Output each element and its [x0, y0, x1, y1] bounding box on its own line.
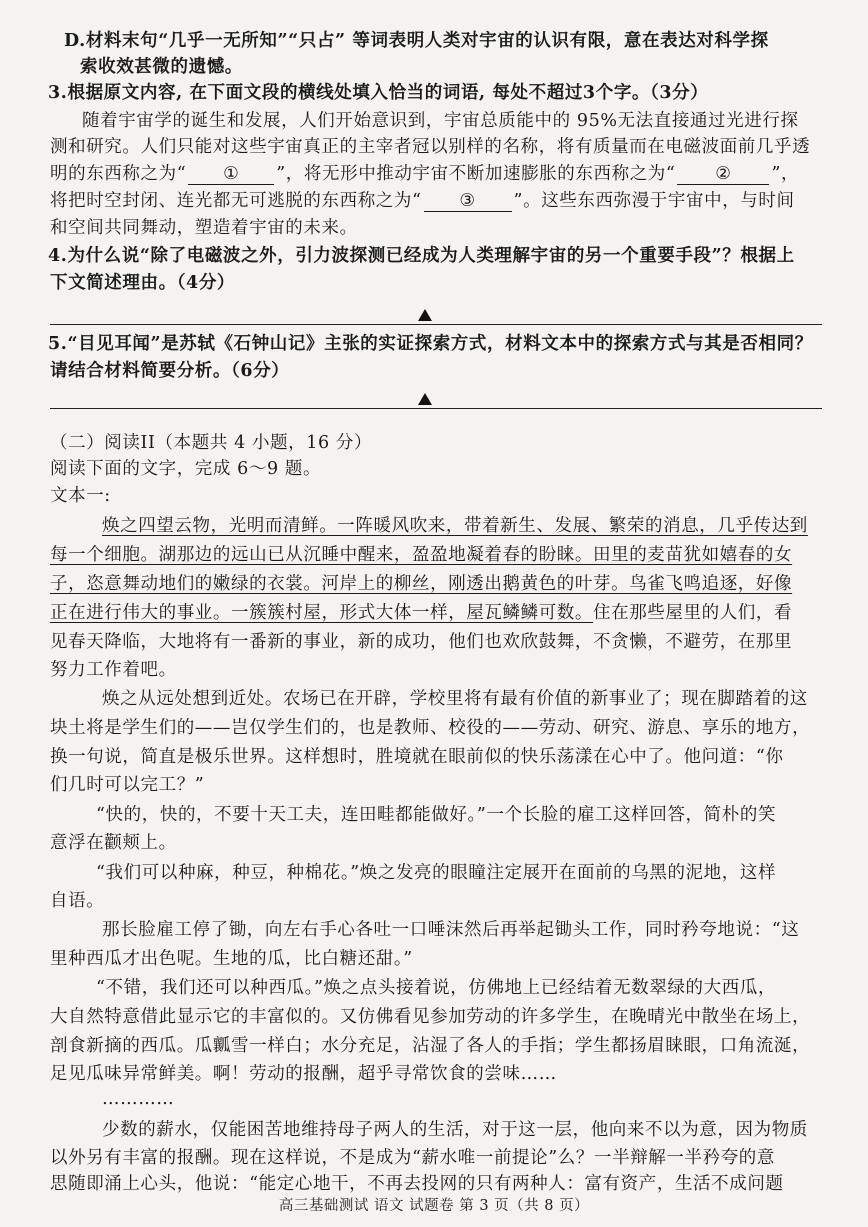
passage-p2-line3: 换一句说，简直是极乐世界。这样想时，胜境就在眼前似的快乐荡漾在心中了。他问道：“你 [50, 747, 784, 767]
passage-ellipsis: ………… [102, 1089, 175, 1109]
question-3-prompt: 3.根据原文内容, 在下面文段的横线处填入恰当的词语, 每处不超过3个字。（3分） [48, 83, 709, 103]
passage-p1-line4 [50, 602, 792, 624]
q3-line3-text-b: ”，将无形中推动宇宙不断加速膨胀的东西称之为“ [276, 164, 676, 184]
passage-p4-line2: 自语。 [50, 891, 105, 911]
passage-p6-line3: 剖食新摘的西瓜。瓜瓤雪一样白；水分充足，沾湿了各人的手指；学生都扬眉睐眼，口角流涎， [50, 1036, 811, 1056]
passage-p1-line5: 见春天降临，大地将有一番新的事业，新的成功，他们也欢欣鼓舞，不贪懒，不避劳，在那里 [50, 632, 793, 652]
fill-blank-2[interactable]: ② [677, 164, 769, 185]
section-heading: （二）阅读II（本题共 4 小题，16 分） [50, 433, 373, 453]
answer-triangle-icon [418, 393, 432, 405]
passage-p7-line2: 以外另有丰富的报酬。现在这样说，不是成为“薪水唯一前提论”么？一半辩解一半矜夸的意 [50, 1148, 775, 1168]
passage-p2-line4: 们几时可以完工？” [50, 775, 205, 795]
option-d-line1: D.材料末句“几乎一无所知”“只占” 等词表明人类对宇宙的认识有限，意在表达对科学探 [64, 31, 769, 51]
text-one-label: 文本一: [50, 486, 111, 506]
passage-p1-line1: 焕之四望云物，光明而清鲜。一阵暖风吹来，带着新生、发展、繁荣的消息，几乎传达到 [102, 516, 808, 536]
passage-p3-line2: 意浮在颧颊上。 [50, 833, 177, 853]
question-5-line2: 请结合材料简要分析。（6分） [50, 361, 290, 381]
q3-line3-text-a: 明的东西称之为“ [50, 164, 187, 184]
fill-blank-1[interactable]: ① [188, 164, 274, 185]
passage-p6-line4: 足见瓜味异常鲜美。啊！劳动的报酬，超乎寻常饮食的尝味…… [50, 1064, 557, 1084]
answer-triangle-icon [418, 309, 432, 321]
question-4-line1: 4.为什么说“除了电磁波之外，引力波探测已经成为人类理解宇宙的另一个重要手段”？根据上 [48, 246, 795, 266]
passage-p7-line3: 思随即涌上心头，他说：“能定心地干，不再去投网的只有两种人：富有资产，生活不成问题 [50, 1174, 784, 1194]
section-instruction: 阅读下面的文字，完成 6～9 题。 [50, 459, 322, 479]
passage-p1-line3: 子，恣意舞动地们的嫩绿的衣裳。河岸上的柳丝，刚透出鹅黄色的叶芽。鸟雀飞鸣追逐，好像 [50, 574, 793, 594]
fill-blank-3[interactable]: ③ [424, 191, 512, 212]
passage-p5-line1: 那长脸雇工停了锄，向左右手心各吐一口唾沫然后再举起锄头工作，同时矜夸地说：“这 [102, 920, 800, 940]
passage-p1-line4-rest: 住在那些屋里的人们，看 [593, 603, 793, 623]
q3-paragraph-line3 [50, 163, 799, 185]
option-d-line2: 索收效甚微的遗憾。 [80, 57, 243, 77]
underlined-sentence: 正在进行伟大的事业。一簇簇村屋，形式大体一样，屋瓦鳞鳞可数。 [50, 603, 593, 623]
passage-p3-line1: “快的，快的，不要十天工夫，连田畦都能做好。”一个长脸的雇工这样回答，简朴的笑 [96, 805, 777, 825]
passage-p2-line2: 块土将是学生们的——岂仅学生们的，也是教师、校役的——劳动、研究、游息、享乐的地方， [50, 718, 811, 738]
answer-line-q4[interactable] [50, 324, 822, 325]
q3-paragraph-line5: 和空间共同舞动，塑造着宇宙的未来。 [50, 218, 358, 238]
q3-line3-text-c: ”， [771, 164, 800, 184]
question-4-line2: 下文简述理由。（4分） [50, 273, 236, 293]
question-5-line1: 5.“目见耳闻”是苏轼《石钟山记》主张的实证探索方式，材料文本中的探索方式与其是否相同？ [48, 334, 813, 354]
passage-p6-line2: 大自然特意借此显示它的丰富似的。又仿佛看见参加劳动的许多学生，在晚晴光中散坐在场上， [50, 1007, 811, 1027]
q3-paragraph-line2: 测和研究。人们只能对这些宇宙真正的主宰者冠以别样的名称，将有质量而在电磁波面前几乎透 [50, 137, 811, 157]
passage-p4-line1: “我们可以种麻，种豆，种棉花。”焕之发亮的眼瞳注定展开在面前的乌黑的泥地，这样 [96, 863, 777, 883]
passage-p1-line2: 每一个细胞。湖那边的远山已从沉睡中醒来，盈盈地凝着春的盼睐。田里的麦苗犹如嬉春的女 [50, 545, 793, 565]
passage-p2-line1: 焕之从远处想到近处。农场已在开辟，学校里将有最有价值的新事业了；现在脚踏着的这 [102, 689, 808, 709]
answer-line-q5[interactable] [50, 408, 822, 409]
passage-p7-line1: 少数的薪水，仅能困苦地维持母子两人的生活，对于这一层，他向来不以为意，因为物质 [102, 1120, 808, 1140]
q3-paragraph-line4 [50, 190, 795, 212]
q3-paragraph-line1: 随着宇宙学的诞生和发展，人们开始意识到，宇宙总质能中的 95%无法直接通过光进行探 [82, 111, 799, 131]
passage-p6-line1: “不错，我们还可以种西瓜。”焕之点头接着说，仿佛地上已经结着无数翠绿的大西瓜， [96, 978, 777, 998]
q3-line4-text-b: ”。这些东西弥漫于宇宙中，与时间 [513, 191, 795, 211]
page-footer: 高三基础测试 语文 试题卷 第 3 页（共 8 页） [278, 1198, 590, 1214]
passage-p1-line6: 努力工作着吧。 [50, 660, 177, 680]
passage-p5-line2: 里种西瓜才出色呢。生地的瓜，比白糖还甜。” [50, 949, 413, 969]
q3-line4-text-a: 将把时空封闭、连光都无可逃脱的东西称之为“ [50, 191, 422, 211]
